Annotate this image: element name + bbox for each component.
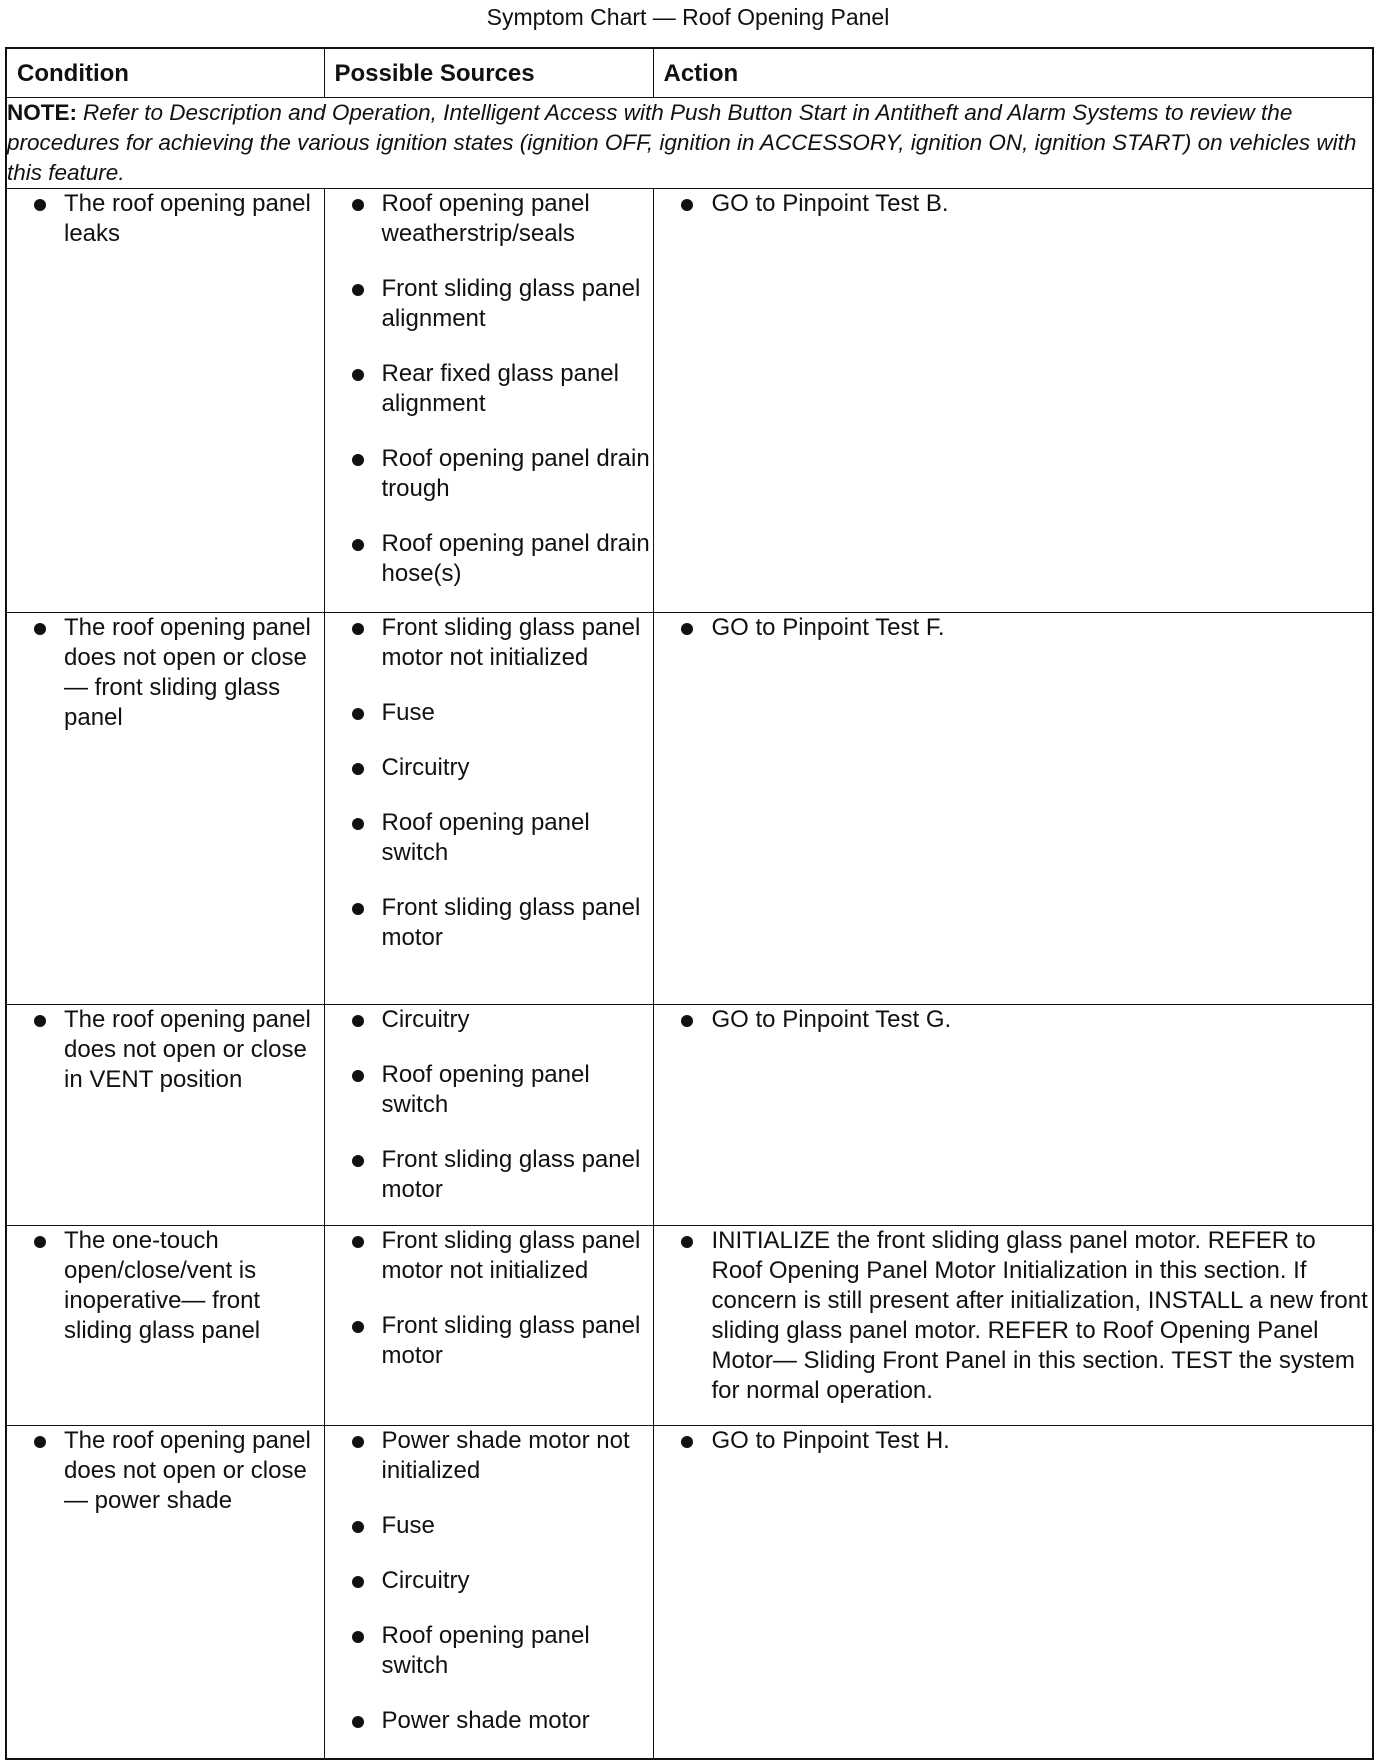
source-item: Roof opening panel switch: [325, 1621, 653, 1681]
condition-cell: [6, 1426, 324, 1759]
source-item: Roof opening panel drain hose(s): [325, 529, 653, 589]
source-item: Front sliding glass panel motor: [325, 1145, 653, 1205]
source-item: Front sliding glass panel motor: [325, 1311, 653, 1371]
header-possible-sources: Possible Sources: [324, 48, 653, 98]
sources-cell: [324, 1005, 653, 1226]
condition-cell: [6, 613, 324, 1005]
condition-text: The one-touch open/close/vent is inoperative— front sliding glass panel: [7, 1226, 324, 1346]
action-cell: [653, 613, 1373, 1005]
source-item: Roof opening panel switch: [325, 808, 653, 868]
condition-text: The roof opening panel does not open or close in VENT position: [7, 1005, 324, 1095]
action-cell: [653, 1005, 1373, 1226]
action-cell: [653, 1226, 1373, 1426]
condition-cell: [6, 1226, 324, 1426]
action-cell: [653, 1426, 1373, 1759]
source-item: Roof opening panel switch: [325, 1060, 653, 1120]
sources-cell: [324, 1226, 653, 1426]
sources-cell: [324, 189, 653, 613]
source-item: Fuse: [325, 698, 653, 728]
table-row: [6, 1426, 1373, 1759]
table-row: [6, 613, 1373, 1005]
sources-cell: [324, 613, 653, 1005]
symptom-chart-table: [5, 47, 1374, 1760]
page-title: Symptom Chart — Roof Opening Panel: [486, 4, 890, 30]
action-text: GO to Pinpoint Test H.: [654, 1426, 1373, 1456]
source-item: Power shade motor not initialized: [325, 1426, 653, 1486]
table-header-row: [6, 48, 1373, 98]
source-item: Circuitry: [325, 1566, 653, 1596]
source-item: Front sliding glass panel alignment: [325, 274, 653, 334]
sources-cell: [324, 1426, 653, 1759]
source-item: Rear fixed glass panel alignment: [325, 359, 653, 419]
condition-cell: [6, 1005, 324, 1226]
condition-text: The roof opening panel does not open or close— power shade: [7, 1426, 324, 1516]
action-text: GO to Pinpoint Test B.: [654, 189, 1373, 219]
header-condition: Condition: [6, 48, 324, 98]
source-item: Roof opening panel weatherstrip/seals: [325, 189, 653, 249]
action-cell: [653, 189, 1373, 613]
source-item: Circuitry: [325, 753, 653, 783]
source-item: Front sliding glass panel motor: [325, 893, 653, 953]
action-text: GO to Pinpoint Test F.: [654, 613, 1373, 643]
action-text: GO to Pinpoint Test G.: [654, 1005, 1373, 1035]
condition-cell: [6, 189, 324, 613]
condition-text: The roof opening panel leaks: [7, 189, 324, 249]
note-text: Refer to Description and Operation, Intelligent Access with Push Button Start in Antitheft and Alarm Systems to review the procedures for achieving the various ignition states (ignition OFF, ignition in ACCESSORY, ignition ON, ignition START) on vehicles with this feature.: [7, 100, 1357, 185]
header-action: Action: [653, 48, 1373, 98]
note-row: [6, 98, 1373, 189]
table-row: [6, 1005, 1373, 1226]
source-item: Power shade motor: [325, 1706, 653, 1736]
note-cell: [6, 98, 1373, 189]
action-text: INITIALIZE the front sliding glass panel motor. REFER to Roof Opening Panel Motor Initialization in this section. If concern is still present after initialization, INSTALL a new front sliding glass panel motor. REFER to Roof Opening Panel Motor— Sliding Front Panel in this section. TEST the system for normal operation.: [654, 1226, 1373, 1406]
source-item: Roof opening panel drain trough: [325, 444, 653, 504]
source-item: Front sliding glass panel motor not initialized: [325, 613, 653, 673]
note-label: NOTE:: [7, 100, 77, 125]
table-row: [6, 1226, 1373, 1426]
source-item: Front sliding glass panel motor not initialized: [325, 1226, 653, 1286]
condition-text: The roof opening panel does not open or close— front sliding glass panel: [7, 613, 324, 733]
table-row: [6, 189, 1373, 613]
source-item: Circuitry: [325, 1005, 653, 1035]
source-item: Fuse: [325, 1511, 653, 1541]
